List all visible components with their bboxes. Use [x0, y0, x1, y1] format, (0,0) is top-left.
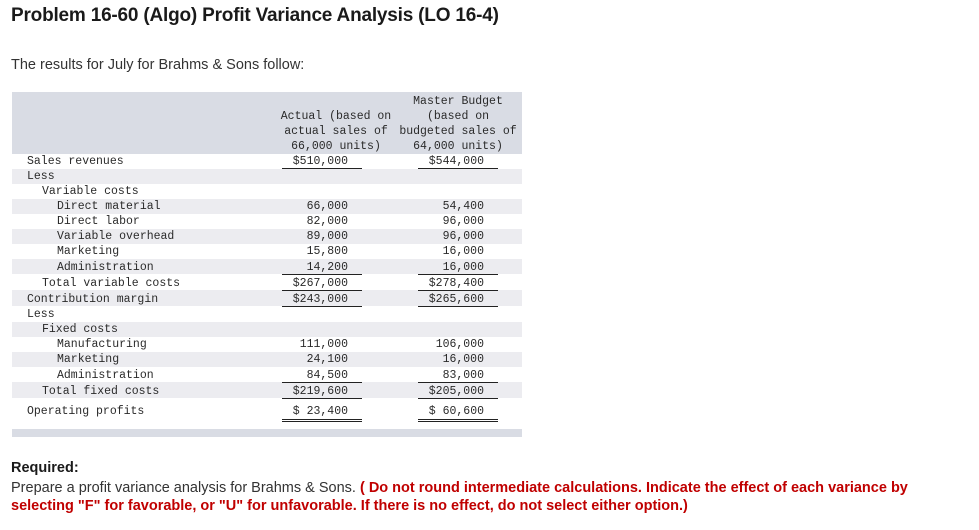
double-underline — [282, 419, 362, 422]
row-label-less: Less — [27, 308, 55, 321]
row-label-contribution-margin: Contribution margin — [27, 293, 159, 306]
required-text: Prepare a profit variance analysis for Brahms & Sons. — [11, 480, 360, 496]
row-label-manufacturing: Manufacturing — [57, 338, 147, 351]
actual-value: $ 23,400 — [292, 405, 348, 418]
row-label-less: Less — [27, 170, 55, 183]
actual-value: 15,800 — [306, 245, 348, 258]
row-label-administration: Administration — [57, 369, 154, 382]
budget-value: 16,000 — [442, 261, 484, 274]
row-label-total-fixed-costs: Total fixed costs — [42, 385, 160, 398]
row-band — [12, 169, 522, 184]
financial-table — [12, 92, 522, 437]
budget-column-header: Master Budget (based on budgeted sales of 64,000 units) — [399, 95, 517, 153]
actual-value: 89,000 — [306, 230, 348, 243]
intro-text: The results for July for Brahms & Sons follow: — [11, 57, 305, 73]
underline — [418, 274, 498, 275]
underline — [282, 168, 362, 169]
actual-value: 24,100 — [306, 353, 348, 366]
budget-value: 96,000 — [442, 215, 484, 228]
actual-value: 82,000 — [306, 215, 348, 228]
actual-column-header: Actual (based on actual sales of 66,000 units) — [280, 110, 392, 153]
required-heading: Required: — [11, 460, 79, 476]
underline — [418, 306, 498, 307]
actual-value: $219,600 — [292, 385, 348, 398]
budget-value: $278,400 — [428, 277, 484, 290]
budget-value: 96,000 — [442, 230, 484, 243]
row-label-sales-revenues: Sales revenues — [27, 155, 124, 168]
budget-value: 54,400 — [442, 200, 484, 213]
row-label-direct-material: Direct material — [57, 200, 161, 213]
budget-value: $265,600 — [428, 293, 484, 306]
row-label-operating-profits: Operating profits — [27, 405, 145, 418]
row-label-marketing: Marketing — [57, 353, 120, 366]
underline — [282, 274, 362, 275]
budget-value: 83,000 — [442, 369, 484, 382]
actual-value: 111,000 — [299, 338, 348, 351]
row-label-administration: Administration — [57, 261, 154, 274]
underline — [282, 382, 362, 383]
required-note: ( Do not round intermediate calculations. Indicate the effect of each variance by selecting "F" for favorable, or "U" for unfavorable. If there is no effect, do not select either option.) — [11, 480, 908, 514]
row-label-variable-overhead: Variable overhead — [57, 230, 175, 243]
row-label-direct-labor: Direct labor — [57, 215, 140, 228]
underline — [418, 382, 498, 383]
underline — [282, 290, 362, 291]
budget-value: $205,000 — [428, 385, 484, 398]
row-label-variable-costs: Variable costs — [42, 185, 139, 198]
row-label-fixed-costs: Fixed costs — [42, 323, 118, 336]
underline — [418, 290, 498, 291]
actual-value: $243,000 — [292, 293, 348, 306]
budget-value: 16,000 — [442, 353, 484, 366]
underline — [282, 398, 362, 399]
actual-value: $267,000 — [292, 277, 348, 290]
required-instructions — [11, 479, 961, 515]
double-underline — [418, 419, 498, 422]
actual-value: 14,200 — [306, 261, 348, 274]
actual-value: 84,500 — [306, 369, 348, 382]
budget-value: $ 60,600 — [428, 405, 484, 418]
footer-band — [12, 429, 522, 437]
row-label-total-variable-costs: Total variable costs — [42, 277, 181, 290]
actual-value: 66,000 — [306, 200, 348, 213]
underline — [282, 306, 362, 307]
actual-value: $510,000 — [292, 155, 348, 168]
underline — [418, 168, 498, 169]
budget-value: 106,000 — [435, 338, 484, 351]
budget-value: $544,000 — [428, 155, 484, 168]
budget-value: 16,000 — [442, 245, 484, 258]
underline — [418, 398, 498, 399]
problem-title: Problem 16-60 (Algo) Profit Variance Analysis (LO 16-4) — [11, 5, 499, 26]
row-label-marketing: Marketing — [57, 245, 120, 258]
